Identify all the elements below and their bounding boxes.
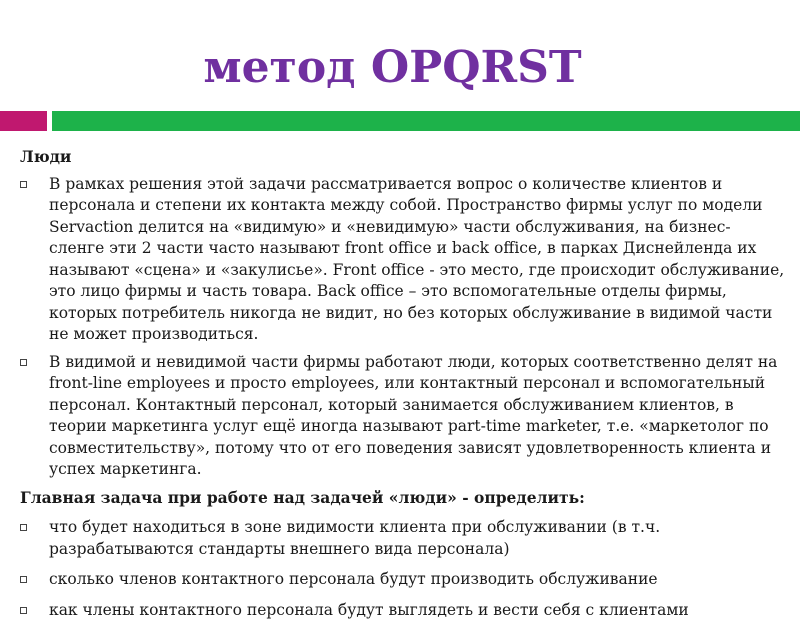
square-bullet-icon (20, 576, 27, 583)
slide-title: метод OPQRST (203, 42, 582, 93)
list-item (20, 517, 785, 560)
section-heading-main-task: Главная задача при работе над задачей «люди» - определить: (20, 487, 585, 507)
list-item-text: что будет находиться в зоне видимости клиента при обслуживании (в т.ч. разрабатываются стандарты внешнего вида персонала) (49, 518, 661, 558)
section-heading-people: Люди (20, 147, 72, 166)
list-item-text: В рамках решения этой задачи рассматривается вопрос о количестве клиентов и персонала и степени их контакта между собой. Пространство фирмы услуг по модели Servaction делится на «видимую» и «невидимую» части обслуживания, на бизнес-сленге эти 2 части часто называют front office и back office, в парках Диснейленда их называют «сцена» и «закулисье». Front office - это место, где происходит обслуживание, это лицо фирмы и часть товара. Back office – это вспомогательные отделы фирмы, которых потребитель никогда не видит, но без которых обслуживание в видимой части не может производиться. (49, 174, 785, 343)
list-item (20, 600, 785, 622)
square-bullet-icon (20, 181, 27, 188)
square-bullet-icon (20, 524, 27, 531)
list-item-text: сколько членов контактного персонала будут производить обслуживание (49, 570, 658, 588)
list-item (20, 174, 785, 346)
accent-bar-magenta (0, 111, 47, 131)
square-bullet-icon (20, 607, 27, 614)
list-item-text: как члены контактного персонала будут выглядеть и вести себя с клиентами (49, 600, 689, 619)
list-item (20, 352, 785, 481)
square-bullet-icon (20, 359, 27, 366)
list-item-text: В видимой и невидимой части фирмы работают люди, которых соответственно делят на front-line employees и просто employees, или контактный персонал и вспомогательный персонал. Контактный персонал, который занимается обслуживанием клиентов, в теории маркетинга услуг ещё иногда называют part-time marketer, т.е. «маркетолог по совместительству», потому что от его поведения зависят удовлетворенность клиента и успех маркетинга. (49, 352, 778, 478)
accent-bar-green (52, 111, 800, 131)
slide-body (20, 146, 785, 630)
list-item (20, 569, 785, 591)
